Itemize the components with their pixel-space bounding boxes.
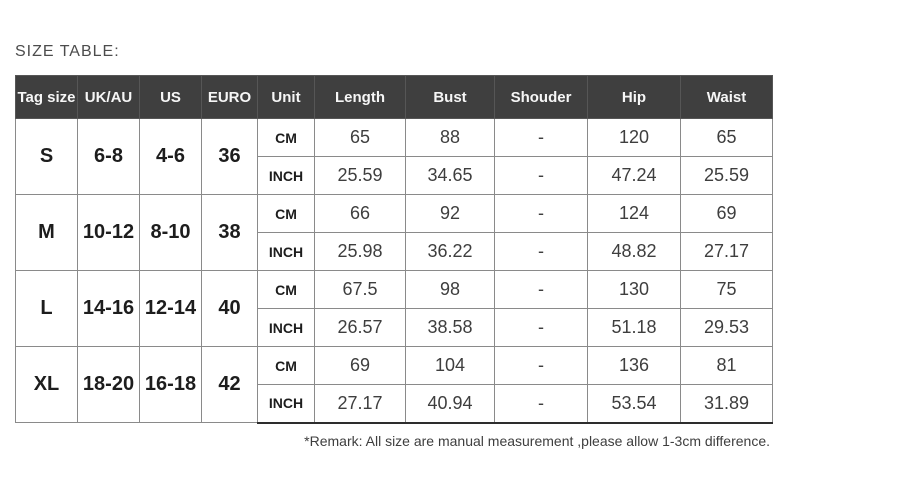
uk-au-cell: 10-12 bbox=[78, 195, 140, 271]
uk-au-cell: 14-16 bbox=[78, 271, 140, 347]
unit-cell: INCH bbox=[258, 233, 315, 271]
euro-cell: 36 bbox=[202, 119, 258, 195]
tag-size-cell: L bbox=[16, 271, 78, 347]
euro-cell: 40 bbox=[202, 271, 258, 347]
value-cell: 69 bbox=[681, 195, 773, 233]
size-row-xl-cm bbox=[16, 347, 773, 385]
value-cell: 53.54 bbox=[588, 385, 681, 423]
us-cell: 16-18 bbox=[140, 347, 202, 423]
value-cell: 88 bbox=[406, 119, 495, 157]
value-cell: - bbox=[495, 309, 588, 347]
remark-text: *Remark: All size are manual measurement ,please allow 1-3cm difference. bbox=[304, 433, 770, 449]
value-cell: 124 bbox=[588, 195, 681, 233]
value-cell: - bbox=[495, 347, 588, 385]
uk-au-cell: 18-20 bbox=[78, 347, 140, 423]
column-header-waist: Waist bbox=[681, 76, 773, 119]
unit-cell: CM bbox=[258, 195, 315, 233]
uk-au-cell: 6-8 bbox=[78, 119, 140, 195]
column-header-us: US bbox=[140, 76, 202, 119]
value-cell: 66 bbox=[315, 195, 406, 233]
value-cell: - bbox=[495, 233, 588, 271]
unit-cell: CM bbox=[258, 271, 315, 309]
tag-size-cell: M bbox=[16, 195, 78, 271]
value-cell: 136 bbox=[588, 347, 681, 385]
size-row-s-cm bbox=[16, 119, 773, 157]
unit-cell: INCH bbox=[258, 157, 315, 195]
value-cell: 51.18 bbox=[588, 309, 681, 347]
value-cell: 75 bbox=[681, 271, 773, 309]
value-cell: 34.65 bbox=[406, 157, 495, 195]
value-cell: 36.22 bbox=[406, 233, 495, 271]
column-header-tag-size: Tag size bbox=[16, 76, 78, 119]
value-cell: 27.17 bbox=[315, 385, 406, 423]
value-cell: 25.98 bbox=[315, 233, 406, 271]
tag-size-cell: S bbox=[16, 119, 78, 195]
value-cell: 26.57 bbox=[315, 309, 406, 347]
unit-cell: INCH bbox=[258, 385, 315, 423]
value-cell: 130 bbox=[588, 271, 681, 309]
value-cell: 25.59 bbox=[315, 157, 406, 195]
size-table bbox=[15, 75, 773, 424]
value-cell: - bbox=[495, 195, 588, 233]
value-cell: 48.82 bbox=[588, 233, 681, 271]
value-cell: 65 bbox=[315, 119, 406, 157]
column-header-unit: Unit bbox=[258, 76, 315, 119]
value-cell: 98 bbox=[406, 271, 495, 309]
value-cell: 29.53 bbox=[681, 309, 773, 347]
size-row-l-cm bbox=[16, 271, 773, 309]
column-header-uk-au: UK/AU bbox=[78, 76, 140, 119]
value-cell: - bbox=[495, 385, 588, 423]
value-cell: - bbox=[495, 119, 588, 157]
column-header-euro: EURO bbox=[202, 76, 258, 119]
value-cell: 27.17 bbox=[681, 233, 773, 271]
value-cell: 92 bbox=[406, 195, 495, 233]
value-cell: - bbox=[495, 157, 588, 195]
value-cell: - bbox=[495, 271, 588, 309]
size-row-m-cm bbox=[16, 195, 773, 233]
column-header-length: Length bbox=[315, 76, 406, 119]
size-table-body bbox=[16, 119, 773, 423]
value-cell: 81 bbox=[681, 347, 773, 385]
unit-cell: CM bbox=[258, 347, 315, 385]
column-header-bust: Bust bbox=[406, 76, 495, 119]
column-header-hip: Hip bbox=[588, 76, 681, 119]
euro-cell: 42 bbox=[202, 347, 258, 423]
euro-cell: 38 bbox=[202, 195, 258, 271]
column-header-shouder: Shouder bbox=[495, 76, 588, 119]
us-cell: 12-14 bbox=[140, 271, 202, 347]
unit-cell: INCH bbox=[258, 309, 315, 347]
value-cell: 67.5 bbox=[315, 271, 406, 309]
unit-cell: CM bbox=[258, 119, 315, 157]
value-cell: 69 bbox=[315, 347, 406, 385]
header-row bbox=[16, 76, 773, 119]
value-cell: 40.94 bbox=[406, 385, 495, 423]
us-cell: 4-6 bbox=[140, 119, 202, 195]
value-cell: 25.59 bbox=[681, 157, 773, 195]
value-cell: 47.24 bbox=[588, 157, 681, 195]
value-cell: 38.58 bbox=[406, 309, 495, 347]
value-cell: 65 bbox=[681, 119, 773, 157]
page-title: SIZE TABLE: bbox=[15, 43, 120, 60]
value-cell: 104 bbox=[406, 347, 495, 385]
us-cell: 8-10 bbox=[140, 195, 202, 271]
tag-size-cell: XL bbox=[16, 347, 78, 423]
value-cell: 31.89 bbox=[681, 385, 773, 423]
value-cell: 120 bbox=[588, 119, 681, 157]
